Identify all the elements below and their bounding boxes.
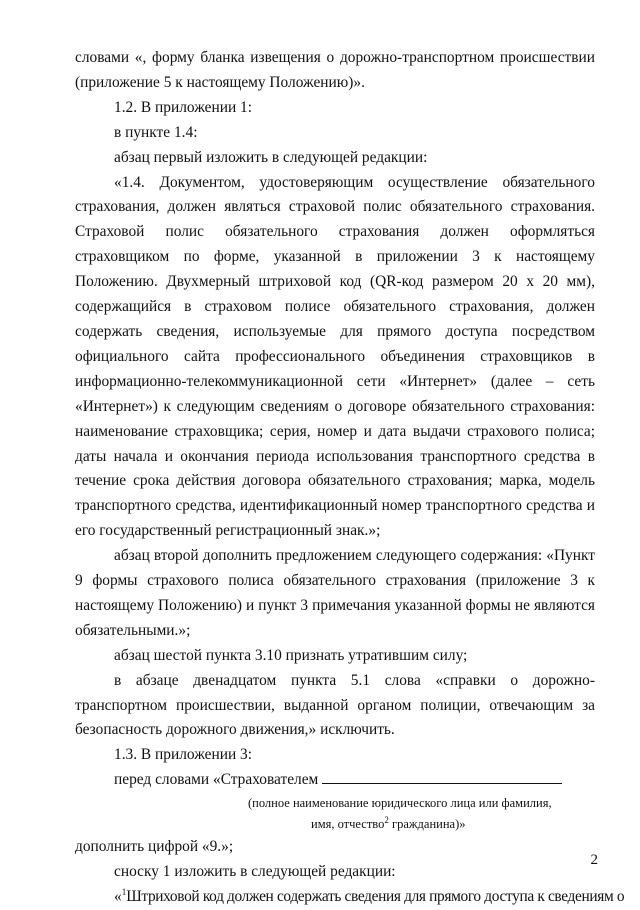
paragraph-section-1-2: 1.2. В приложении 1: (114, 98, 252, 116)
insured-caption-line1: (полное наименование юридического лица или фамилия, (248, 796, 552, 811)
insured-line (75, 768, 595, 793)
page-number: 2 (590, 852, 598, 868)
paragraph-footnote-instruction: сноску 1 изложить в следующей редакции: (114, 863, 396, 881)
footnote-sup: 1 (121, 886, 127, 897)
footnote-open-quote: « (114, 888, 122, 905)
insured-caption-sup: 2 (384, 815, 389, 826)
paragraph-twelfth-para-change: в абзаце двенадцатом пункта 5.1 слова «справки о дорожно-транспортном происшествии, выданной органом полиции, отвечающим за безопасность дорожного движения,» исключить. (75, 671, 595, 739)
insured-caption-pre: имя, отчество (311, 817, 385, 832)
insured-line-prefix: перед словами «Страхователем (114, 771, 319, 789)
footnote-text-line (75, 885, 625, 910)
document-body (75, 46, 625, 910)
paragraph-first-para-instruction: абзац первый изложить в следующей редакции: (114, 148, 428, 166)
paragraph-second-para-addition: абзац второй дополнить предложением следующего содержания: «Пункт 9 формы страхового полиса обязательного страхования (приложение 3 к настоящему Положению) и пункт 3 примечания указанной формы не являются обязательными.»; (75, 547, 595, 639)
insured-caption-line2 (75, 814, 595, 835)
paragraph-new-text-1-4: «1.4. Документом, удостоверяющим осуществление обязательного страхования, должен являться страховой полис обязательного страхования. Страховой полис обязательного страхования должен оформляться страховщиком по форме, указанной в приложении 3 к настоящему Положению. Двухмерный штриховой код (QR-код размером 20 х 20 мм), содержащийся в страховом полисе обязательного страхования, должен содержать сведения, используемые для прямого доступа посредством официального сайта профессионального объединения страховщиков в информационно-телекоммуникационной сети «Интернет» (далее – сеть «Интернет») к следующим сведениям о договоре обязательного страхования: наименование страховщика; серия, номер и дата выдачи страхового полиса; даты начала и окончания периода использования транспортного средства в течение срока действия договора обязательного страхования; марка, модель транспортного средства, идентификационный номер транспортного средства и его государственный регистрационный знак.»; (75, 173, 595, 540)
paragraph-item-1-4: в пункте 1.4: (114, 123, 198, 141)
footnote-text: Штриховой код должен содержать сведения для прямого доступа к сведениям о (126, 888, 625, 905)
paragraph-section-1-3: 1.3. В приложении 3: (114, 746, 252, 764)
paragraph-add-digit: дополнить цифрой «9.»; (75, 838, 234, 856)
insured-caption-post: гражданина)» (388, 817, 466, 832)
insured-blank-line (322, 770, 562, 784)
paragraph-continuation: словами «, форму бланка извещения о дорожно-транспортном происшествии (приложение 5 к настоящему Положению)». (75, 49, 595, 91)
paragraph-sixth-para-repeal: абзац шестой пункта 3.10 признать утратившим силу; (114, 646, 468, 664)
